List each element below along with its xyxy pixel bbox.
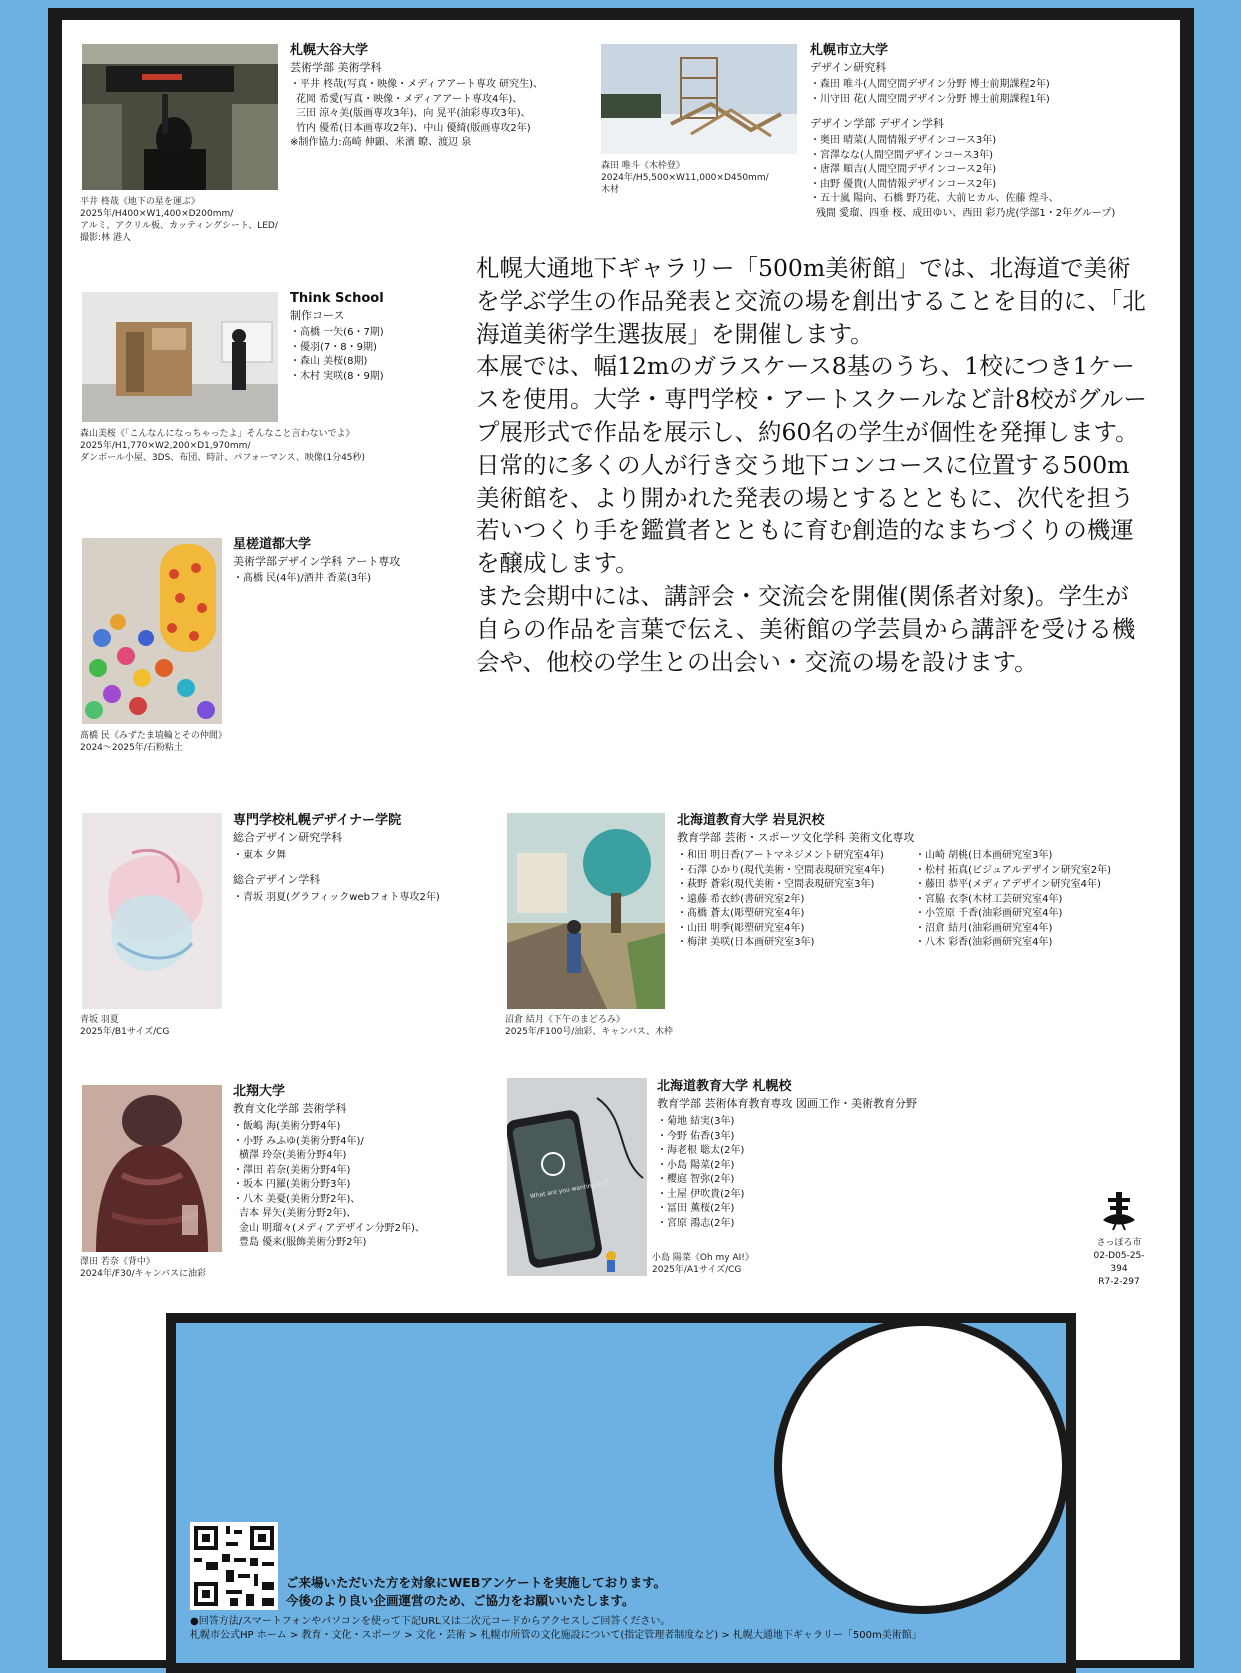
shiritsu-info	[810, 42, 1160, 221]
member: ・海老根 聡太(2年)	[657, 1145, 745, 1156]
member: ・今野 佑香(3年)	[657, 1130, 735, 1142]
school-name: 札幌大谷大学	[290, 43, 369, 58]
member: ・宮澤なな(人間空間デザインコース3年)	[810, 149, 993, 161]
shiritsu-photo	[601, 44, 797, 154]
member: ・萩野 蒼彩(現代美術・空間表現研究室3年)	[677, 879, 875, 890]
designer-photo	[82, 813, 222, 1009]
seishu-photo	[82, 538, 222, 724]
survey-notice	[286, 1574, 666, 1610]
school-name: 星槎道都大学	[233, 537, 312, 552]
member-column-left	[677, 849, 917, 951]
member: ・東本 夕舞	[233, 850, 287, 861]
member: ・冨田 薫桜(2年)	[657, 1203, 735, 1214]
hokusho-caption	[80, 1256, 280, 1280]
school-dept: 制作コース	[290, 309, 345, 322]
school-name: 札幌市立大学	[810, 43, 889, 58]
caption-line: アルミ、アクリル板、カッティングシート、LED/	[80, 221, 278, 231]
sapporo-caption	[652, 1252, 852, 1276]
hokusho-info	[233, 1083, 493, 1251]
school-name: 北翔大学	[233, 1084, 286, 1099]
member: 竹内 優希(日本画専攻2年)、中山 優綺(版画専攻2年)	[296, 122, 531, 134]
school-dept: 教育学部 芸術・スポーツ文化学科 美術文化専攻	[677, 831, 915, 844]
member: ・和田 明日香(アートマネジメント研究室4年)	[677, 850, 884, 861]
school-name: Think School	[290, 291, 384, 306]
member-list	[810, 134, 1160, 221]
member-list	[290, 326, 470, 384]
caption-line: 髙橋 民《みずたま埴輪とその仲間》	[80, 731, 227, 741]
city-name: さっぽろ市	[1096, 1238, 1142, 1248]
member: ・木村 実咲(8・9期)	[290, 370, 384, 382]
city-code: 02-D05-25-394	[1093, 1251, 1145, 1274]
website-path-link[interactable]: 札幌市公式HP ホーム > 教育・文化・スポーツ > 文化・芸術 > 札幌市所管の文化施設について(指定管理者制度など) > 札幌大通地下ギャラリー「500m美術館」	[190, 1630, 922, 1641]
member: ※制作協力:高崎 伸顕、米濱 瞭、渡辺 泉	[290, 137, 472, 148]
caption-line: 2024年/H5,500×W11,000×D450mm/	[601, 173, 769, 183]
school-dept: 美術学部デザイン学科 アート専攻	[233, 555, 401, 568]
seishu-caption	[80, 730, 280, 754]
caption-line: 青坂 羽夏	[80, 1015, 119, 1025]
caption-line: 沼倉 結月《下午のまどろみ》	[505, 1015, 625, 1025]
member: ・髙橋 蒼太(彫塑研究室4年)	[677, 908, 805, 919]
school-dept: 総合デザイン研究学科	[233, 831, 343, 844]
think-photo	[82, 292, 278, 422]
caption-line: 2025年/A1サイズ/CG	[652, 1265, 742, 1275]
member-list	[233, 849, 493, 864]
caption-line: 小島 陽菜《Oh my AI!》	[652, 1253, 754, 1263]
survey-howto	[190, 1615, 922, 1643]
member: 花岡 希愛(写真・映像・メディアアート専攻4年)、	[296, 93, 523, 105]
member: ・奥田 晴菜(人間情報デザインコース3年)	[810, 135, 997, 146]
member: ・優羽(7・8・9期)	[290, 341, 377, 353]
member: ・唐澤 順吉(人間空間デザインコース2年)	[810, 164, 997, 175]
member: ・沼倉 結月(油彩画研究室4年)	[915, 922, 1053, 934]
member: ・山田 明季(彫塑研究室4年)	[677, 922, 805, 934]
member: ・宮原 鴻志(2年)	[657, 1217, 735, 1229]
member: ・八木 彩香(油彩画研究室4年)	[915, 937, 1053, 948]
caption-line: 森田 唯斗《木枠登》	[601, 161, 685, 171]
member: ・藤田 恭平(メディアデザイン研究室4年)	[915, 879, 1101, 890]
sapporo-info	[657, 1078, 977, 1231]
member: ・小島 陽菜(2年)	[657, 1159, 735, 1171]
member: ・八木 美憂(美術分野2年)、	[233, 1193, 361, 1205]
member: ・高橋 一矢(6・7期)	[290, 327, 384, 338]
member: ・小笠原 千香(油彩画研究室4年)	[915, 908, 1063, 919]
school-name: 北海道教育大学 札幌校	[657, 1079, 792, 1094]
caption-line: 木材	[601, 185, 620, 195]
city-logo-icon	[1099, 1190, 1139, 1232]
member: ・石澤 ひかり(現代美術・空間表現研究室4年)	[677, 864, 885, 876]
member: 横澤 玲奈(美術分野4年)	[239, 1150, 347, 1161]
member: 豊島 優来(服飾美術分野2年)	[239, 1237, 367, 1248]
seishu-info	[233, 536, 473, 587]
school-name: 専門学校札幌デザイナー学院	[233, 813, 402, 828]
member: ・平井 柊哉(写真・映像・メディアアート専攻 研究生)、	[290, 79, 544, 90]
school-dept: デザイン研究科	[810, 61, 887, 74]
member-list	[810, 78, 1160, 107]
member: ・森田 唯斗(人間空間デザイン分野 博士前期課程2年)	[810, 79, 1050, 90]
howto-line: ●回答方法/スマートフォンやパソコンを使って下記URL又は二次元コードからアクセスしご回答ください。	[190, 1616, 671, 1627]
member: ・遠藤 希衣紗(書研究室2年)	[677, 893, 805, 905]
member: ・五十嵐 陽向、石橋 野乃花、大前ヒカル、佐藤 煌斗、	[810, 193, 1059, 204]
caption-line: 2025年/H1,770×W2,200×D1,970mm/	[80, 441, 251, 451]
member: ・坂本 円羅(美術分野3年)	[233, 1179, 351, 1190]
member: ・髙橋 民(4年)/酒井 香菜(3年)	[233, 573, 372, 584]
member: ・小野 みふゆ(美術分野4年)/	[233, 1135, 364, 1147]
caption-line: 森山美桜《「こんなんになっちゃったよ」そんなこと言わないでよ》	[80, 429, 355, 439]
member: 三田 涼々美(版画専攻3年)、向 晃平(油彩専攻3年)、	[296, 108, 531, 119]
caption-line: 2025年/F100号/油彩、キャンバス、木枠	[505, 1027, 673, 1037]
member: ・宮脇 衣李(木材工芸研究室4年)	[915, 893, 1063, 905]
member: ・櫻庭 智弥(2年)	[657, 1174, 735, 1185]
member: ・青坂 羽夏(グラフィックwebフォト専攻2年)	[233, 891, 440, 903]
member-list	[233, 572, 473, 587]
city-emblem	[1086, 1190, 1152, 1289]
member: ・川守田 花(人間空間デザイン分野 博士前期課程1年)	[810, 93, 1050, 105]
iwamizawa-info	[677, 812, 1157, 959]
member: ・梅津 美咲(日本画研究室3年)	[677, 937, 815, 948]
designer-info	[233, 812, 493, 905]
intro-text	[476, 252, 1152, 678]
caption-line: 澤田 若奈《背中》	[80, 1257, 155, 1267]
school-dept: 教育文化学部 芸術学科	[233, 1102, 347, 1115]
member: 金山 明瑠々(メディアデザイン分野2年)、	[239, 1222, 425, 1234]
member: ・土屋 伊吹貴(2年)	[657, 1188, 745, 1200]
caption-line: 撮影:林 港人	[80, 233, 131, 243]
otani-photo	[82, 44, 278, 190]
member: ・飯嶋 海(美術分野4年)	[233, 1121, 341, 1132]
caption-line: 平井 柊哉《地下の星を運ぶ》	[80, 197, 200, 207]
member-list	[290, 78, 590, 151]
member-list	[233, 1120, 493, 1251]
intro-paragraph: また会期中には、講評会・交流会を開催(関係者対象)。学生が自らの作品を言葉で伝え、美術館の学芸員から講評を受ける機会や、他校の学生との出会い・交流の場を設けます。	[476, 581, 1136, 676]
intro-paragraph: 日常的に多くの人が行き交う地下コンコースに位置する500m美術館を、より開かれた発表の場とするとともに、次代を担う若いつくり手を鑑賞者とともに育む創造的なまちづくりの機運を醸成します。	[476, 450, 1134, 578]
think-caption	[80, 428, 410, 464]
qr-code-icon[interactable]	[190, 1522, 278, 1610]
survey-line: ご来場いただいた方を対象にWEBアンケートを実施しております。	[286, 1575, 667, 1590]
member: ・山崎 胡桃(日本画研究室3年)	[915, 850, 1053, 861]
phone-screen-text: What are you wanting for?	[529, 1179, 609, 1201]
caption-line: 2024年/F30/キャンバスに油彩	[80, 1269, 206, 1279]
school-dept: 総合デザイン学科	[233, 872, 321, 886]
member: ・由野 優貴(人間情報デザインコース2年)	[810, 178, 997, 190]
member: ・澤田 若奈(美術分野4年)	[233, 1164, 351, 1176]
decorative-circle	[774, 1318, 1070, 1614]
think-info	[290, 290, 470, 384]
member-list	[657, 1115, 977, 1231]
member-columns	[677, 849, 1157, 959]
school-dept: 芸術学部 美術学科	[290, 61, 382, 74]
iwamizawa-caption	[505, 1014, 725, 1038]
otani-caption	[80, 196, 310, 244]
school-dept: 教育学部 芸術体育教育専攻 図画工作・美術教育分野	[657, 1097, 917, 1110]
member-column-right	[915, 849, 1155, 951]
member: 吉本 昇矢(美術分野2年)、	[239, 1208, 357, 1219]
designer-caption	[80, 1014, 280, 1038]
caption-line: 2025年/H400×W1,400×D200mm/	[80, 209, 234, 219]
caption-line: 2025年/B1サイズ/CG	[80, 1027, 170, 1037]
survey-line: 今後のより良い企画運営のため、ご協力をお願いいたします。	[286, 1593, 635, 1608]
member: ・菊地 結実(3年)	[657, 1116, 735, 1127]
caption-line: 2024〜2025年/石粉粘土	[80, 743, 183, 753]
intro-paragraph: 本展では、幅12mのガラスケース8基のうち、1校につき1ケースを使用。大学・専門学校・アートスクールなど計8校がグループ展形式で作品を展示し、約60名の学生が個性を発揮します。	[476, 352, 1147, 446]
intro-paragraph: 札幌大通地下ギャラリー「500m美術館」では、北海道で美術を学ぶ学生の作品発表と交流の場を創出することを目的に、「北海道美術学生選抜展」を開催します。	[476, 254, 1146, 348]
member: ・森山 美桜(8期)	[290, 356, 368, 367]
city-code: R7-2-297	[1098, 1277, 1140, 1287]
caption-line: ダンボール小屋、3DS、布団、時計、パフォーマンス、映像(1分45秒)	[80, 453, 366, 463]
iwamizawa-photo	[507, 813, 665, 1009]
otani-info	[290, 42, 590, 151]
school-dept: デザイン学部 デザイン学科	[810, 117, 944, 130]
member: 残間 愛瑠、四垂 桜、成田ゆい、西田 彩乃虎(学部1・2年グループ)	[816, 207, 1116, 219]
member-list	[233, 891, 493, 906]
hokusho-photo	[82, 1085, 222, 1252]
sapporo-photo	[507, 1078, 647, 1276]
school-name: 北海道教育大学 岩見沢校	[677, 813, 825, 828]
member: ・松村 拓真(ビジュアルデザイン研究室2年)	[915, 864, 1112, 876]
shiritsu-caption	[601, 160, 801, 196]
